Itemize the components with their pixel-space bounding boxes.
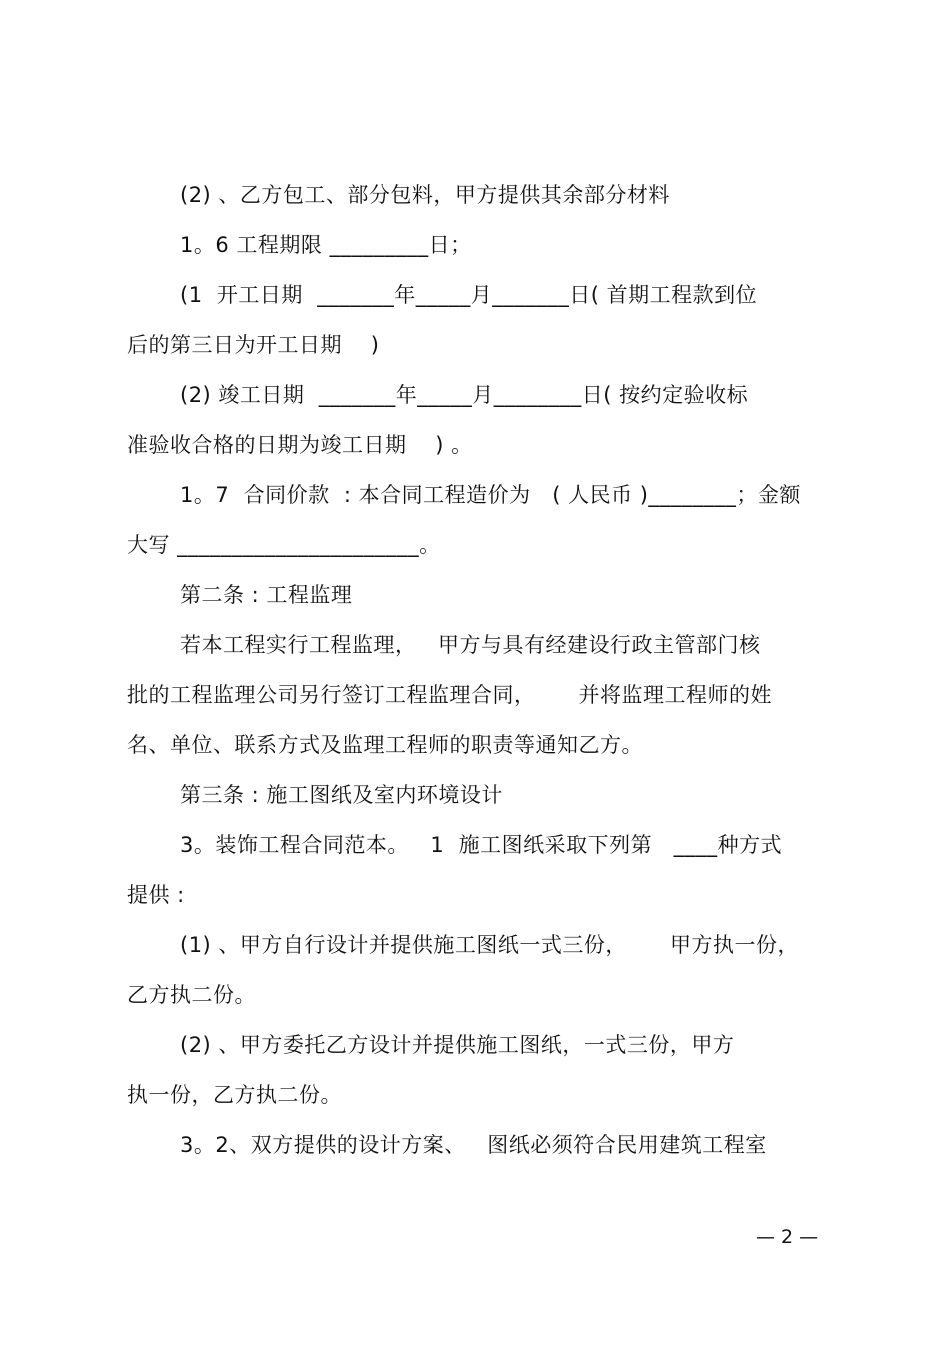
- text-line: 3。装饰工程合同范本。 1 施工图纸采取下列第 ____种方式: [180, 833, 783, 857]
- text-line: 1。6 工程期限 _________日；: [180, 233, 472, 257]
- text-line: 名、单位、联系方式及监理工程师的职责等通知乙方。: [127, 733, 643, 757]
- text-line: 若本工程实行工程监理， 甲方与具有经建设行政主管部门核: [180, 633, 761, 657]
- text-line: (2) 、甲方委托乙方设计并提供施工图纸，一式三份，甲方: [180, 1033, 735, 1057]
- text-line: 批的工程监理公司另行签订工程监理合同， 并将监理工程师的姓: [127, 683, 773, 707]
- section-heading: 第二条 : 工程监理: [180, 583, 353, 607]
- section-heading: 第三条 : 施工图纸及室内环境设计: [180, 783, 503, 807]
- text-line: 乙方执二份。: [127, 983, 256, 1007]
- text-line: 大写 ______________________。: [127, 533, 441, 557]
- text-line: 后的第三日为开工日期 ): [127, 333, 380, 357]
- text-line: 准验收合格的日期为竣工日期 ) 。: [127, 433, 473, 457]
- text-line: (1 开工日期 _______年_____月_______日( 首期工程款到位: [180, 283, 758, 307]
- text-line: 提供 :: [127, 883, 185, 907]
- text-line: (2) 竣工日期 _______年_____月________日( 按约定验收标: [180, 383, 749, 407]
- text-line: 1。7 合同价款 : 本合同工程造价为 ( 人民币 )________；金额: [180, 483, 801, 507]
- text-line: (2) 、乙方包工、部分包料，甲方提供其余部分材料: [180, 183, 670, 207]
- page-number: — 2 —: [756, 1226, 819, 1248]
- text-line: 执一份，乙方执二份。: [127, 1083, 342, 1107]
- text-line: (1) 、甲方自行设计并提供施工图纸一式三份， 甲方执一份，: [180, 933, 799, 957]
- text-line: 3。2、双方提供的设计方案、 图纸必须符合民用建筑工程室: [180, 1133, 767, 1157]
